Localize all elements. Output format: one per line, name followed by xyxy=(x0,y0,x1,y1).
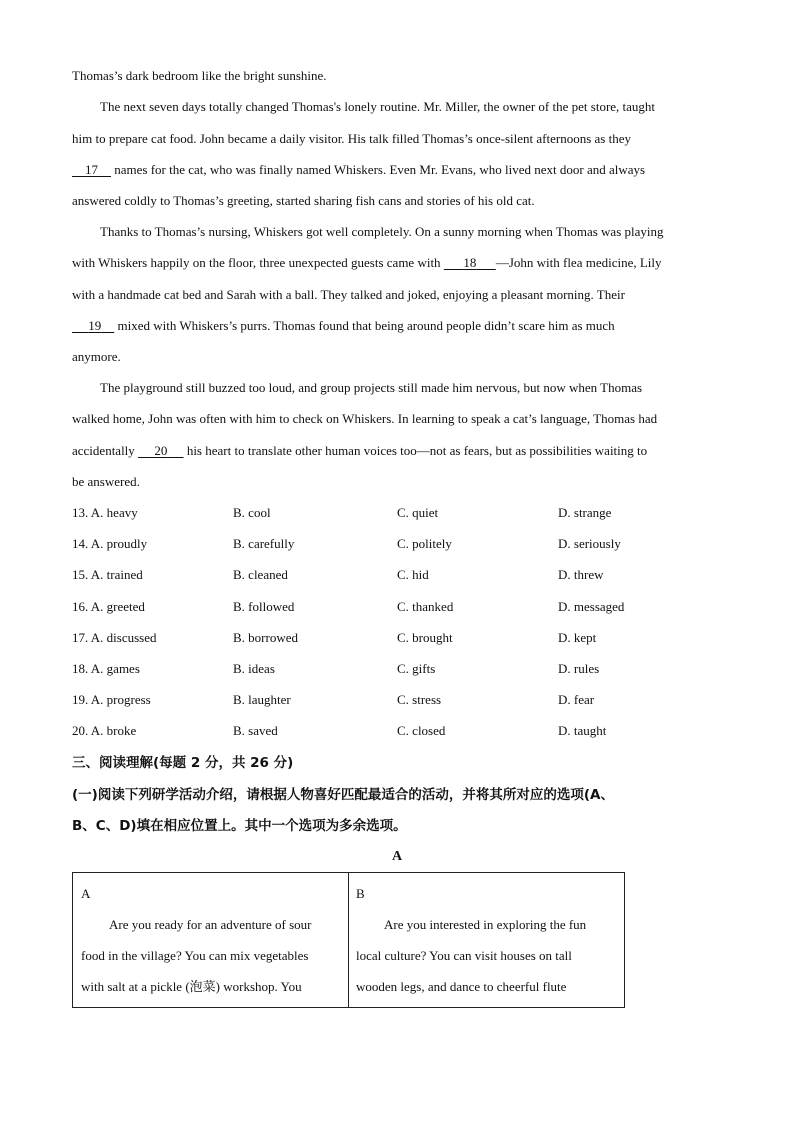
part-title: A xyxy=(391,849,403,864)
blank-number: 19 xyxy=(88,318,102,333)
passage-line: answered coldly to Thomas’s greeting, started sharing fish cans and stories of his old cat. xyxy=(72,193,535,208)
option-a: 13. A. heavy xyxy=(72,505,138,520)
passage-line xyxy=(72,255,722,271)
passage-line: walked home, John was often with him to check on Whiskers. In learning to speak a cat’s language, Thomas had xyxy=(72,411,658,426)
question-row xyxy=(72,692,722,708)
option-a: 16. A. greeted xyxy=(72,599,145,614)
option-d: D. rules xyxy=(558,661,600,676)
passage-line: The next seven days totally changed Thomas's lonely routine. Mr. Miller, the owner of the pet store, taught xyxy=(100,99,656,114)
cell-text: with salt at a pickle (泡菜) workshop. You xyxy=(81,979,302,994)
section-heading: 三、阅读理解(每题 2 分，共 26 分) xyxy=(72,755,294,771)
section-instruction: B、C、D)填在相应位置上。其中一个选项为多余选项。 xyxy=(72,818,407,834)
passage-line xyxy=(72,443,722,459)
question-row xyxy=(72,661,722,677)
option-a: 15. A. trained xyxy=(72,567,143,582)
option-d: D. strange xyxy=(558,505,612,520)
option-a: 18. A. games xyxy=(72,661,140,676)
question-row xyxy=(72,567,722,583)
cell-label-a: A xyxy=(81,886,91,901)
option-d: D. fear xyxy=(558,692,595,707)
option-a: 14. A. proudly xyxy=(72,536,148,551)
option-a: 19. A. progress xyxy=(72,692,151,707)
option-b: B. followed xyxy=(233,599,295,614)
section-instruction: (一)阅读下列研学活动介绍，请根据人物喜好匹配最适合的活动，并将其所对应的选项(A、 xyxy=(72,787,614,803)
cell-text: Are you interested in exploring the fun xyxy=(384,917,587,932)
blank-number: 20 xyxy=(154,443,168,458)
option-b: B. saved xyxy=(233,723,278,738)
passage-text: accidentally xyxy=(72,443,139,458)
blank-number: 18 xyxy=(463,255,477,270)
option-c: C. hid xyxy=(397,567,429,582)
passage-text: names for the cat, who was finally named Whiskers. Even Mr. Evans, who lived next door and always xyxy=(111,162,646,177)
question-row xyxy=(72,599,722,615)
option-c: C. thanked xyxy=(397,599,454,614)
option-c: C. politely xyxy=(397,536,452,551)
passage-line: The playground still buzzed too loud, and group projects still made him nervous, but now when Thomas xyxy=(100,380,643,395)
blank-19 xyxy=(72,318,114,333)
question-row xyxy=(72,505,722,521)
option-d: D. seriously xyxy=(558,536,621,551)
cell-text: local culture? You can visit houses on tall xyxy=(356,948,572,963)
blank-20 xyxy=(138,443,184,458)
option-c: C. stress xyxy=(397,692,442,707)
passage-text: his heart to translate other human voices too—not as fears, but as possibilities waiting to xyxy=(183,443,648,458)
passage-line: anymore. xyxy=(72,349,121,364)
table-divider xyxy=(348,872,349,1008)
option-b: B. cool xyxy=(233,505,271,520)
blank-number: 17 xyxy=(85,162,98,177)
question-row xyxy=(72,536,722,552)
option-b: B. carefully xyxy=(233,536,295,551)
question-row xyxy=(72,630,722,646)
option-c: C. brought xyxy=(397,630,453,645)
passage-line: with a handmade cat bed and Sarah with a ball. They talked and joked, enjoying a pleasant morning. Their xyxy=(72,287,625,302)
option-c: C. quiet xyxy=(397,505,439,520)
question-row xyxy=(72,723,722,739)
cell-text: food in the village? You can mix vegetables xyxy=(81,948,309,963)
cell-text: Are you ready for an adventure of sour xyxy=(109,917,312,932)
option-a: 20. A. broke xyxy=(72,723,137,738)
blank-17 xyxy=(72,162,111,177)
cell-label-b: B xyxy=(356,886,365,901)
option-b: B. cleaned xyxy=(233,567,288,582)
passage-line: him to prepare cat food. John became a daily visitor. His talk filled Thomas’s once-silent afternoons as they xyxy=(72,131,631,146)
passage-text: mixed with Whiskers’s purrs. Thomas found that being around people didn’t scare him as much xyxy=(114,318,615,333)
passage-line xyxy=(72,318,722,334)
passage-text: with Whiskers happily on the floor, three unexpected guests came with xyxy=(72,255,444,270)
blank-18 xyxy=(444,255,496,270)
option-c: C. gifts xyxy=(397,661,436,676)
passage-line xyxy=(72,162,722,178)
passage-line: be answered. xyxy=(72,474,140,489)
option-b: B. ideas xyxy=(233,661,275,676)
option-c: C. closed xyxy=(397,723,446,738)
option-a: 17. A. discussed xyxy=(72,630,157,645)
option-d: D. messaged xyxy=(558,599,625,614)
passage-line: Thanks to Thomas’s nursing, Whiskers got well completely. On a sunny morning when Thomas was playing xyxy=(100,224,664,239)
cell-text: wooden legs, and dance to cheerful flute xyxy=(356,979,567,994)
option-d: D. kept xyxy=(558,630,597,645)
passage-text: —John with flea medicine, Lily xyxy=(495,255,662,270)
option-b: B. laughter xyxy=(233,692,291,707)
option-d: D. taught xyxy=(558,723,607,738)
option-b: B. borrowed xyxy=(233,630,298,645)
passage-line: Thomas’s dark bedroom like the bright sunshine. xyxy=(72,68,327,83)
option-d: D. threw xyxy=(558,567,604,582)
